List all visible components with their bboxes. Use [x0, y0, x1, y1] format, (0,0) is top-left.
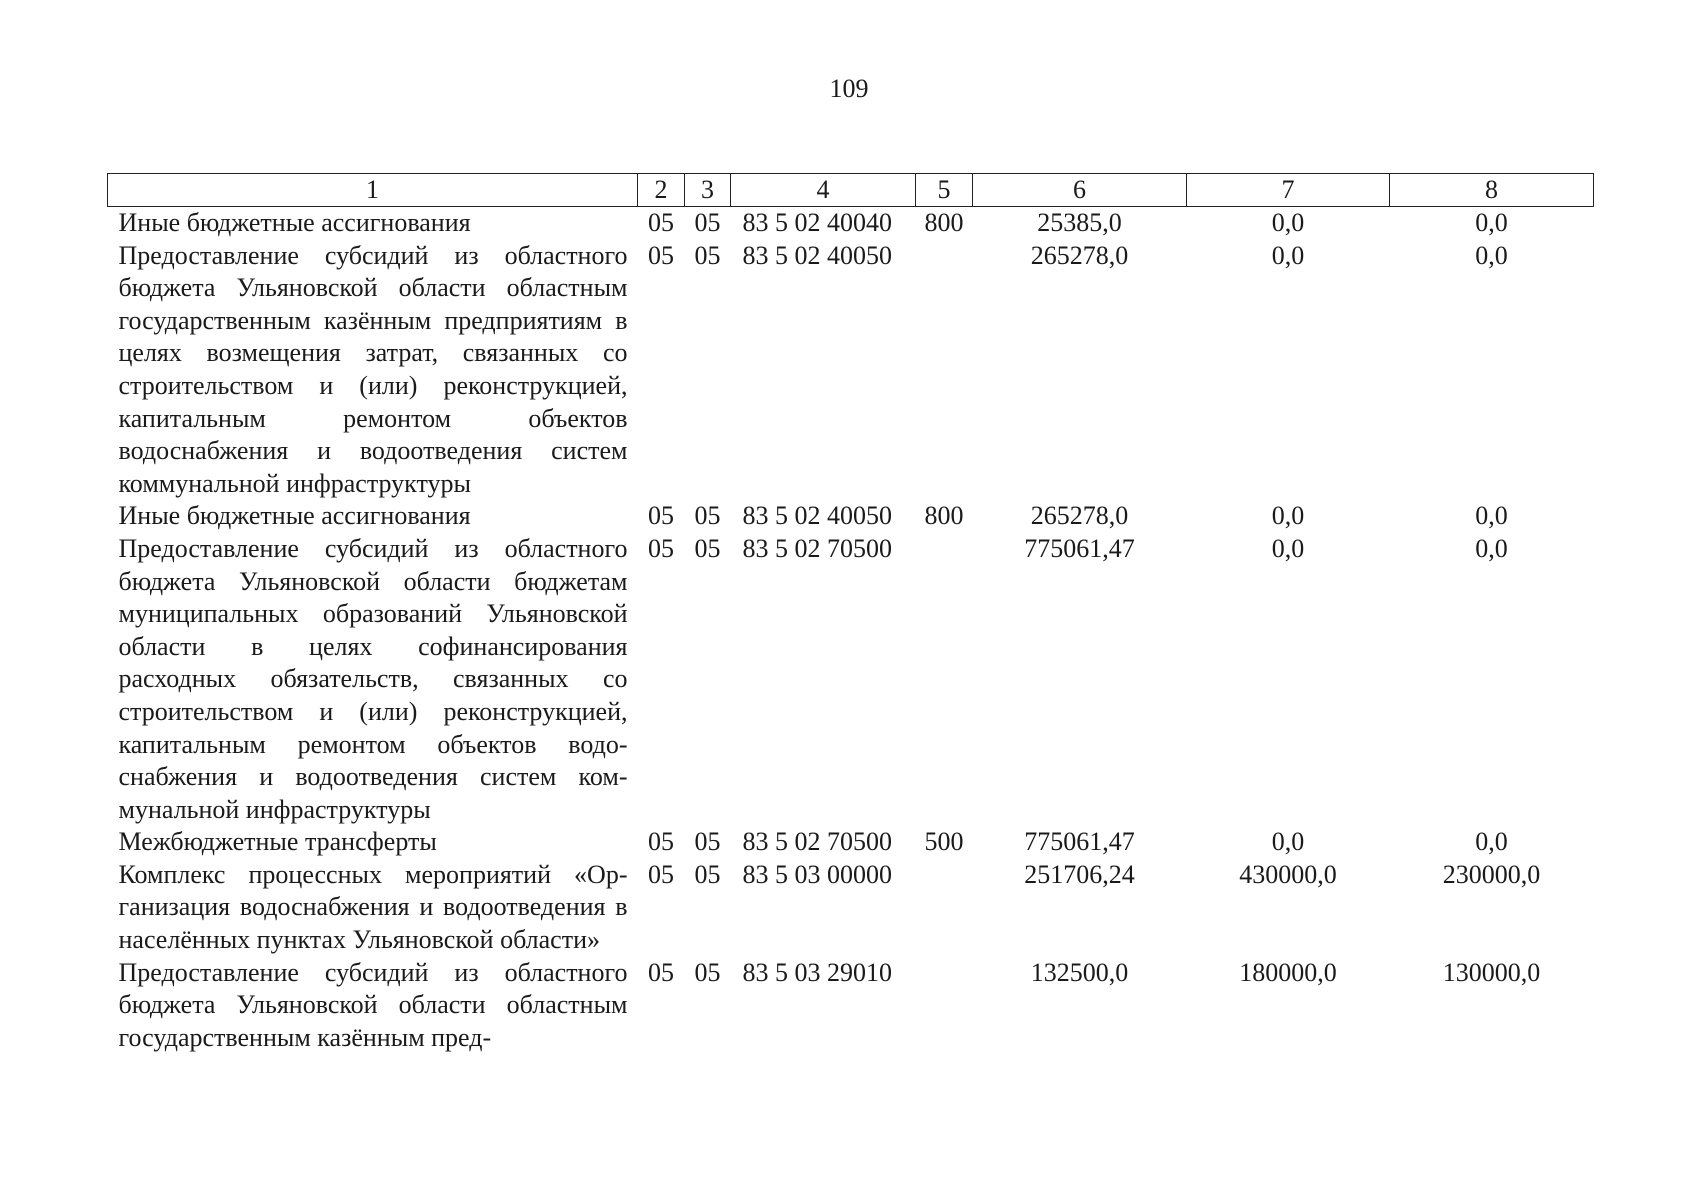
row-csr: 83 5 03 29010: [742, 957, 892, 987]
row-name: Предоставление субсидий из областного бюджета Ульяновской области бюджетам муниципальных образований Ульяновской области в целях софинансирования расходных обязательств, связанных со строительством и (или) реконструкцией, капитальным ремонтом объектов водоснабжения и водоотведения систем коммунальной инфраструктуры: [118, 533, 628, 824]
column-header-amount-1: 6: [973, 174, 1187, 207]
table-row: [108, 957, 1594, 1055]
row-amount-3: 0,0: [1475, 533, 1508, 563]
table-row: [108, 207, 1594, 240]
row-pr: 05: [694, 501, 721, 531]
row-pr: 05: [694, 533, 721, 563]
row-name: Предоставление субсидий из областного бюджета Ульяновской области областным государственным казённым предприятиям в целях возмещения затрат, связанных со строительством и (или) реконструкцией, капитальным ремонтом объектов водоснабжения и водоотведения систем коммунальной инфраструктуры: [118, 240, 628, 498]
row-amount-3: 230000,0: [1442, 859, 1541, 889]
row-name: Комплекс процессных мероприятий «Организация водоснабжения и водоотведения в населённых пунктах Ульяновской области»: [118, 859, 628, 955]
row-vr: 800: [924, 208, 964, 237]
row-amount-1: 251706,24: [1024, 859, 1135, 889]
table-row: [108, 240, 1594, 501]
row-rz: 05: [648, 957, 674, 987]
row-rz: 05: [648, 859, 674, 889]
table-row: [108, 533, 1594, 826]
table-row: [108, 859, 1594, 957]
row-amount-2: 430000,0: [1239, 859, 1337, 889]
row-amount-1: 265278,0: [1030, 240, 1129, 270]
row-amount-1: 775061,47: [1024, 827, 1135, 857]
row-amount-3: 0,0: [1475, 240, 1508, 270]
column-header-pr: 3: [685, 174, 731, 207]
row-name: Иные бюджетные ассигнования: [118, 208, 471, 237]
column-header-name: 1: [108, 174, 638, 207]
row-vr: [916, 240, 973, 501]
row-csr: 83 5 03 00000: [742, 859, 892, 889]
row-csr: 83 5 02 40050: [742, 240, 892, 270]
row-vr: 800: [924, 501, 964, 531]
table-row: [108, 826, 1594, 859]
column-header-amount-3: 8: [1390, 174, 1594, 207]
row-vr: 500: [924, 827, 964, 857]
column-header-vr: 5: [916, 174, 973, 207]
row-csr: 83 5 02 70500: [742, 533, 892, 563]
row-name: Предоставление субсидий из областного бюджета Ульяновской области областным государственным казённым пред-: [118, 957, 628, 1052]
row-pr: 05: [694, 240, 721, 270]
row-name: Иные бюджетные ассигнования: [118, 501, 471, 531]
row-pr: 05: [694, 859, 721, 889]
row-amount-1: 25385,0: [1037, 208, 1122, 237]
row-amount-1: 775061,47: [1024, 533, 1135, 563]
page-number: 109: [829, 74, 869, 103]
row-rz: 05: [648, 501, 674, 531]
row-amount-2: 0,0: [1271, 501, 1305, 531]
row-vr: [916, 533, 973, 826]
row-amount-3: 0,0: [1475, 208, 1508, 237]
row-amount-1: 265278,0: [1030, 501, 1129, 531]
row-amount-3: 0,0: [1475, 501, 1508, 531]
row-rz: 05: [648, 533, 674, 563]
row-rz: 05: [648, 208, 674, 237]
row-csr: 83 5 02 40050: [742, 501, 892, 531]
header-row: [108, 174, 1594, 207]
budget-table: [107, 173, 1594, 1054]
column-header-csr: 4: [731, 174, 916, 207]
row-amount-2: 0,0: [1271, 533, 1305, 563]
row-rz: 05: [648, 827, 674, 857]
row-vr: [916, 859, 973, 957]
row-csr: 83 5 02 40040: [742, 208, 892, 237]
column-header-rz: 2: [638, 174, 685, 207]
row-pr: 05: [694, 827, 721, 857]
row-amount-1: 132500,0: [1030, 957, 1129, 987]
row-amount-2: 0,0: [1271, 208, 1305, 237]
row-rz: 05: [648, 240, 674, 270]
row-name: Межбюджетные трансферты: [118, 827, 437, 857]
row-amount-3: 0,0: [1475, 827, 1508, 857]
table-row: [108, 500, 1594, 533]
row-amount-2: 0,0: [1271, 827, 1305, 857]
row-amount-2: 180000,0: [1239, 957, 1337, 987]
column-header-amount-2: 7: [1187, 174, 1390, 207]
row-pr: 05: [694, 208, 721, 237]
row-csr: 83 5 02 70500: [742, 827, 892, 857]
row-amount-2: 0,0: [1271, 240, 1305, 270]
row-amount-3: 130000,0: [1442, 957, 1541, 987]
row-pr: 05: [694, 957, 721, 987]
row-vr: [916, 957, 973, 1055]
